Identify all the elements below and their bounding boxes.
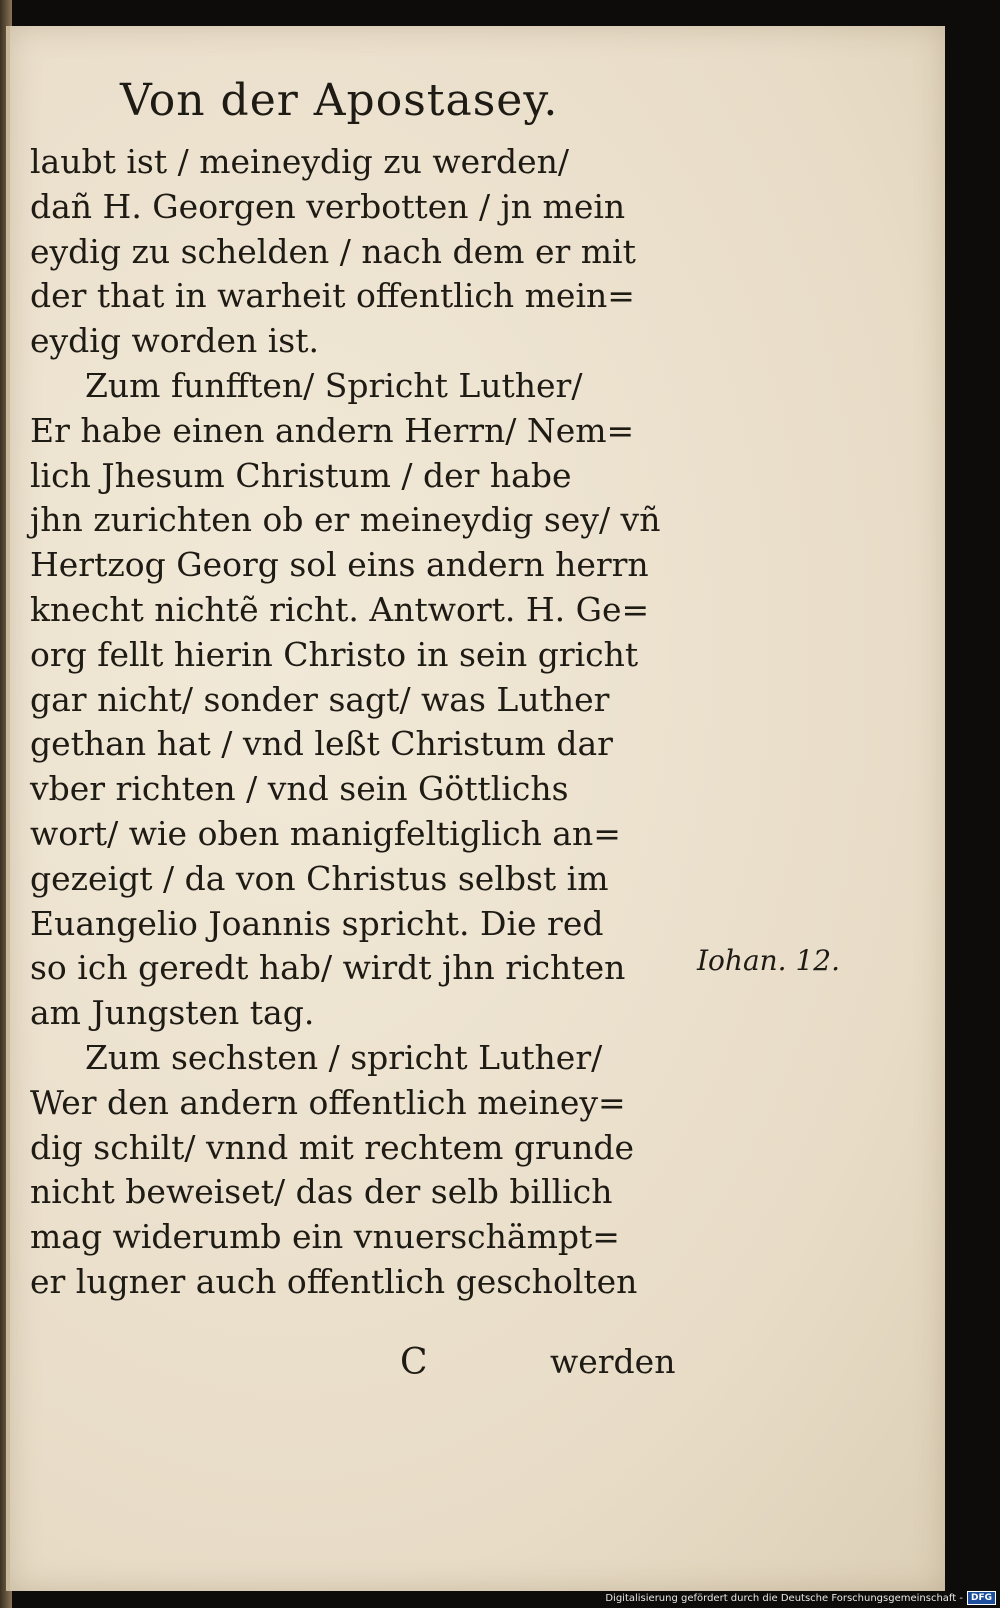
text-line: lich Jhesum Christum / der habe [30, 455, 572, 495]
text-line: so ich geredt hab/ wirdt jhn richten [30, 948, 626, 988]
text-line: gezeigt / da von Christus selbst im [30, 858, 609, 898]
digitization-footer [605, 1590, 996, 1606]
text-block [30, 140, 710, 1305]
dfg-logo: DFG [967, 1591, 996, 1605]
text-line: wort/ wie oben manigfeltiglich an= [30, 813, 621, 853]
text-line: mag widerumb ein vnuerschämpt= [30, 1217, 620, 1257]
text-line: dañ H. Georgen verbotten / jn mein [30, 186, 626, 226]
text-line: der that in warheit offentlich mein= [30, 276, 635, 316]
text-line: Er habe einen andern Herrn/ Nem= [30, 410, 635, 450]
text-line: knecht nichtẽ richt. Antwort. H. Ge= [30, 589, 650, 629]
footer-text: Digitalisierung gefördert durch die Deutsche Forschungsgemeinschaft - [605, 1592, 963, 1604]
running-head: Von der Apostasey. [120, 75, 559, 126]
text-line: org fellt hierin Christo in sein gricht [30, 634, 639, 674]
text-line: eydig worden ist. [30, 321, 319, 361]
text-line: gethan hat / vnd leßt Christum dar [30, 724, 613, 764]
text-line: Zum sechsten / spricht Luther/ [85, 1037, 603, 1077]
text-line: vber richten / vnd sein Göttlichs [30, 769, 569, 809]
text-line: er lugner auch offentlich gescholten [30, 1261, 638, 1301]
text-line: laubt ist / meineydig zu werden/ [30, 142, 570, 181]
text-line: Zum funfften/ Spricht Luther/ [85, 365, 583, 405]
text-line: Wer den andern offentlich meiney= [30, 1082, 626, 1122]
text-line: jhn zurichten ob er meineydig sey/ vñ [30, 500, 661, 540]
signature-mark: C [400, 1342, 428, 1383]
marginal-note: Iohan. 12. [697, 944, 841, 977]
text-line: Euangelio Joannis spricht. Die red [30, 903, 604, 943]
text-line: nicht beweiset/ das der selb billich [30, 1172, 613, 1212]
text-line: am Jungsten tag. [30, 993, 315, 1033]
text-line: gar nicht/ sonder sagt/ was Luther [30, 679, 610, 719]
text-line: Hertzog Georg sol eins andern herrn [30, 545, 649, 585]
text-line: eydig zu schelden / nach dem er mit [30, 231, 636, 271]
catchword: werden [550, 1342, 676, 1381]
text-line: dig schilt/ vnnd mit rechtem grunde [30, 1127, 634, 1167]
